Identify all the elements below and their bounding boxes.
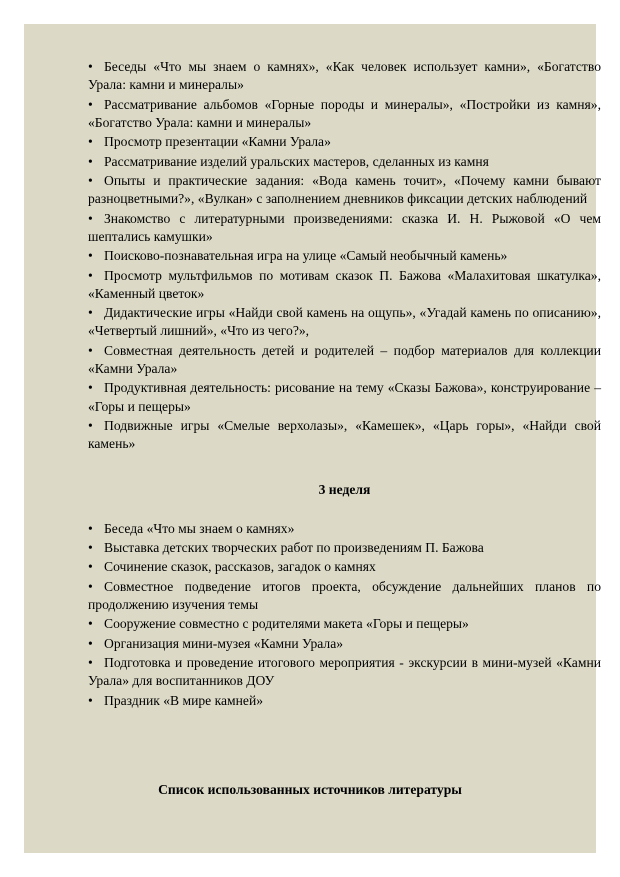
bullet-icon: • <box>88 616 93 632</box>
list-item <box>88 342 601 378</box>
list-item <box>88 654 601 690</box>
list-item <box>88 558 601 576</box>
bibliography-heading: Список использованных источников литературы <box>158 782 462 797</box>
document-page <box>24 24 601 853</box>
list-item <box>88 304 601 340</box>
bullet-icon: • <box>88 655 93 671</box>
bullet-icon: • <box>88 539 93 555</box>
list-item-text: Продуктивная деятельность: рисование на тему «Сказы Бажова», конструирование – «Горы и пещеры» <box>88 380 601 414</box>
list-item <box>88 96 601 132</box>
list-item-text: Праздник «В мире камней» <box>104 692 264 708</box>
list-item-text: Сочинение сказок, рассказов, загадок о камнях <box>104 559 376 575</box>
bullet-icon: • <box>88 210 93 226</box>
list-item <box>88 379 601 415</box>
bullet-icon: • <box>88 172 93 188</box>
week3-list <box>88 520 601 710</box>
list-item <box>88 58 601 94</box>
bullet-icon: • <box>88 559 93 575</box>
list-item <box>88 615 601 633</box>
list-item <box>88 520 601 538</box>
list-item-text: Беседы «Что мы знаем о камнях», «Как человек использует камни», «Богатство Урала: камни и минералы» <box>88 59 601 93</box>
list-item <box>88 692 601 710</box>
list-item <box>88 417 601 453</box>
list-item-text: Рассматривание изделий уральских мастеров, сделанных из камня <box>104 153 489 169</box>
list-item <box>88 635 601 653</box>
bullet-icon: • <box>88 248 93 264</box>
bullet-icon: • <box>88 134 93 150</box>
list-item <box>88 578 601 614</box>
bullet-icon: • <box>88 635 93 651</box>
bullet-icon: • <box>88 380 93 396</box>
list-item-text: Подготовка и проведение итогового мероприятия - экскурсии в мини-музей «Камни Урала» для воспитанников ДОУ <box>88 655 601 689</box>
list-item-text: Сооружение совместно с родителями макета «Горы и пещеры» <box>104 616 469 632</box>
list-item-text: Знакомство с литературными произведениями: сказка И. Н. Рыжовой «О чем шептались камушки» <box>88 210 601 244</box>
list-item <box>88 247 601 265</box>
list-item <box>88 539 601 557</box>
page-content <box>88 58 601 711</box>
bullet-icon: • <box>88 267 93 283</box>
list-item-text: Совместная деятельность детей и родителей – подбор материалов для коллекции «Камни Урала» <box>88 342 601 376</box>
list-item <box>88 172 601 208</box>
bullet-icon: • <box>88 578 93 594</box>
list-item-text: Опыты и практические задания: «Вода камень точит», «Почему камни бывают разноцветными?», «Вулкан» с заполнением дневников фиксации детских наблюдений <box>88 172 601 207</box>
list-item <box>88 153 601 171</box>
bullet-icon: • <box>88 520 93 536</box>
bullet-icon: • <box>88 342 93 358</box>
section-heading-week3: 3 неделя <box>318 482 371 498</box>
bullet-icon: • <box>88 417 93 433</box>
list-item-text: Рассматривание альбомов «Горные породы и минералы», «Постройки из камня», «Богатство Урала: камни и минералы» <box>88 96 601 130</box>
week2-list <box>88 58 601 453</box>
list-item-text: Просмотр мультфильмов по мотивам сказок П. Бажова «Малахитовая шкатулка», «Каменный цветок» <box>88 267 601 301</box>
list-item-text: Подвижные игры «Смелые верхолазы», «Камешек», «Царь горы», «Найди свой камень» <box>88 417 601 452</box>
list-item-text: Дидактические игры «Найди свой камень на ощупь», «Угадай камень по описанию», «Четвертый лишний», «Что из чего?», <box>88 305 601 339</box>
list-item-text: Организация мини-музея «Камни Урала» <box>104 635 344 651</box>
bullet-icon: • <box>88 59 93 74</box>
list-item <box>88 133 601 151</box>
list-item <box>88 267 601 303</box>
list-item-text: Просмотр презентации «Камни Урала» <box>104 134 331 150</box>
list-item-text: Беседа «Что мы знаем о камнях» <box>104 520 295 536</box>
list-item-text: Выставка детских творческих работ по произведениям П. Бажова <box>104 539 484 555</box>
bullet-icon: • <box>88 96 93 112</box>
list-item-text: Совместное подведение итогов проекта, обсуждение дальнейших планов по продолжению изучения темы <box>88 578 601 612</box>
bullet-icon: • <box>88 153 93 169</box>
bullet-icon: • <box>88 305 93 321</box>
list-item-text: Поисково-познавательная игра на улице «Самый необычный камень» <box>104 248 508 264</box>
list-item <box>88 210 601 246</box>
bullet-icon: • <box>88 692 93 708</box>
